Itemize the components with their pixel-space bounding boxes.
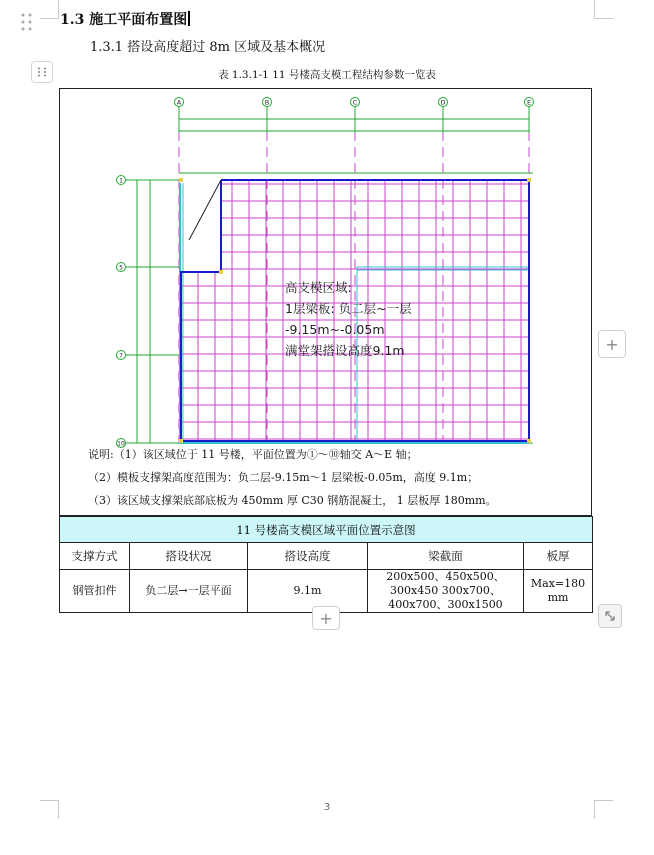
data-cell: Max=180mm [524, 570, 593, 613]
corner-marker [527, 439, 531, 443]
drag-handle-icon[interactable] [20, 12, 34, 32]
header-cell: 搭设状况 [130, 543, 248, 570]
annotation-line: -9.15m~-0.05m [285, 322, 385, 337]
corner-marker [527, 178, 531, 182]
annotation-line: 1层梁板: 负二层~一层 [285, 301, 412, 316]
data-cell: 9.1m [248, 570, 368, 613]
data-cell: 钢管扣件 [60, 570, 130, 613]
axis-label: 7 [119, 352, 123, 360]
table-caption: 表 1.3.1-1 11 号楼高支模工程结构参数一览表 [218, 69, 436, 81]
axis-label: E [526, 98, 532, 107]
page-corner-top-right [594, 0, 613, 19]
section-subheading: 1.3.1 搭设高度超过 8m 区域及基本概况 [90, 40, 326, 55]
header-cell: 板厚 [524, 543, 593, 570]
header-cell: 梁截面 [368, 543, 524, 570]
annotation-line: 满堂架搭设高度9.1m [285, 343, 405, 358]
plus-icon: + [605, 334, 619, 354]
add-column-button[interactable] [598, 330, 626, 358]
header-cell: 搭设高度 [248, 543, 368, 570]
data-cell: 200x500、450x500、300x450 300x700、400x700、300x1500 [368, 570, 524, 613]
axis-label: 5 [119, 264, 123, 272]
axis-label: 1 [119, 177, 123, 185]
add-row-button[interactable] [312, 606, 340, 630]
text-cursor [188, 11, 190, 26]
axis-label: 10 [117, 440, 125, 448]
note-line-3: （3）该区域支撑架底部底板为 450mm 厚 C30 钢筋混凝土， 1 层板厚 180mm。 [88, 494, 497, 507]
plus-icon: + [319, 608, 333, 628]
resize-handle[interactable] [598, 604, 622, 628]
corner-marker [179, 439, 183, 443]
high-formwork-annotation [285, 277, 412, 361]
header-cell: 支撑方式 [60, 543, 130, 570]
note-line-2: （2）模板支撑架高度范围为：负二层-9.15m～1 层梁板-0.05m，高度 9.1m； [88, 471, 479, 484]
drawing-frame [59, 88, 592, 516]
info-table-caption: 11 号楼高支模区域平面位置示意图 [60, 517, 593, 543]
corner-marker [219, 270, 223, 274]
data-cell: 负二层→一层平面 [130, 570, 248, 613]
info-table [59, 516, 593, 613]
annotation-line: 高支模区域: [285, 280, 352, 295]
page-number: 3 [323, 802, 331, 813]
page-corner-top-left [40, 0, 59, 19]
corner-marker [179, 178, 183, 182]
axis-label: C [352, 98, 358, 107]
axis-label: A [176, 98, 182, 107]
resize-icon [604, 610, 616, 622]
axis-label: B [264, 98, 270, 107]
axis-label: D [440, 98, 446, 107]
note-line-1: 说明:（1）该区域位于 11 号楼，平面位置为①～⑩轴交 A～E 轴； [88, 448, 418, 461]
section-heading[interactable]: 1.3 施工平面布置图 [60, 9, 190, 29]
